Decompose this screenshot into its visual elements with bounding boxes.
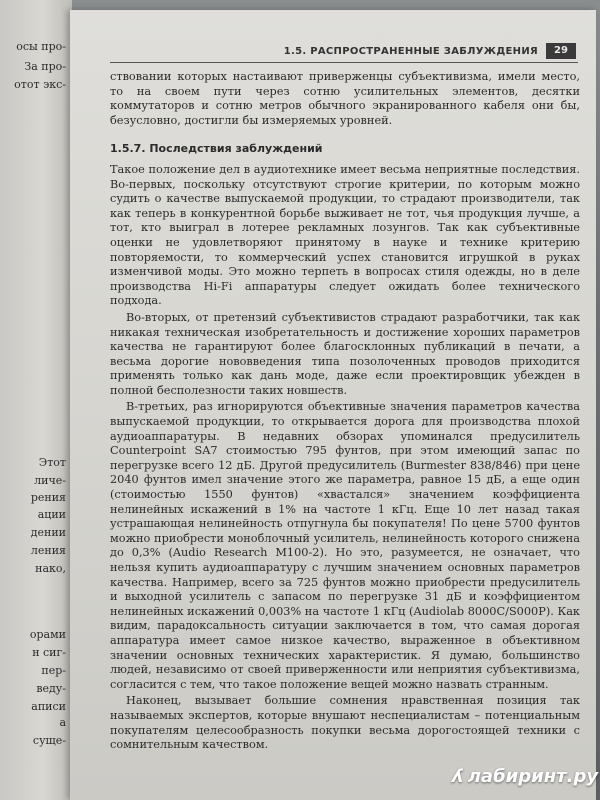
left-fragment: нако, bbox=[35, 562, 66, 575]
running-header-title: 1.5. РАСПРОСТРАНЕННЫЕ ЗАБЛУЖДЕНИЯ bbox=[283, 46, 538, 57]
running-header bbox=[110, 42, 578, 63]
paragraph: В-третьих, раз игнорируются объективные значения параметров качества выпускаемой продукции, то открывается дорога для производства плохой аудиоаппаратуры. В недавних обзорах упоминался предусилитель Counterpoint SA7 стоимостью 795 фунтов, при этом имеющий запас по перегрузке всего 12 дБ. Другой предусилитель (Burmester 838/846) при цене 2040 фунтов имел значение этого же параметра, равное 15 дБ, а еще один (стоимостью 1550 фунтов) «хвастался» значением коэффициента нелинейных искажений в 1% на частоте 1 кГц. Еще 10 лет назад такая устрашающая нелинейность отпугнула бы покупателя! По цене 5700 фунтов можно приобрести моноблочный усилитель, нелинейность которого снижена до 0,3% (Audio Research M100-2). Но это, разумеется, не означает, что нельзя купить аудиоаппаратуру с лучшим значением основных параметров качества. Например, всего за 725 фунтов можно приобрести предусилитель и выходной усилитель с запасом по перегрузке 31 дБ и коэффициентом нелинейных искажений 0,003% на частоте 1 кГц (Audiolab 8000C/S000P). Как видим, парадоксальность ситуации заключается в том, что самая дорогая аппаратура имеет самое низкое качество, выраженное в объективном значении основных технических характеристик. Я думаю, большинство людей, независимо от своей приверженности или неприятия субъективизма, согласится с тем, что такое положение вещей можно назвать странным. bbox=[110, 400, 580, 691]
left-fragment: рения bbox=[30, 491, 66, 504]
left-fragment: а bbox=[59, 716, 66, 729]
previous-page-edge bbox=[0, 0, 72, 800]
left-fragment: аписи bbox=[31, 700, 66, 713]
left-fragment: ления bbox=[30, 544, 66, 557]
left-fragment: дении bbox=[30, 526, 66, 539]
left-fragment: н сиг- bbox=[32, 646, 66, 659]
left-fragment: веду- bbox=[36, 682, 66, 695]
paragraph: Наконец, вызывает большие сомнения нравственная позиция так называемых экспертов, которые внушают неспециалистам – потенциальным покупателям целесообразность покупки весьма дорогостоящей техники с сомнительным качеством. bbox=[110, 694, 580, 752]
page-number: 29 bbox=[546, 43, 576, 59]
watermark bbox=[452, 764, 598, 788]
labirint-logo-icon: ʎ bbox=[452, 765, 464, 787]
left-fragment: орами bbox=[29, 628, 66, 641]
left-fragment: отот экс- bbox=[14, 78, 66, 91]
left-fragment: Этот bbox=[38, 456, 66, 469]
book-page bbox=[70, 10, 599, 800]
left-fragment: осы про- bbox=[16, 40, 66, 53]
watermark-text: лабиринт.ру bbox=[467, 765, 599, 787]
left-fragment: суще- bbox=[32, 734, 66, 747]
paragraph: Такое положение дел в аудиотехнике имеет весьма неприятные последствия. Во-первых, поскольку отсутствуют строгие критерии, по которым можно судить о качестве выпускаемой продукции, то страдают производители, так как теперь в конкурентной борьбе выживает не тот, чья продукция лучше, а тот, кто выиграл в лотерее рекламных лозунгов. Так как субъективные оценки не удовлетворяют принятому в науке и технике критерию повторяемости, то коммерческий успех становится игрушкой в руках изменчивой моды. Это можно терпеть в вопросах стиля одежды, но в деле производства Hi-Fi аппаратуры следует ожидать более технического подхода. bbox=[110, 162, 580, 308]
left-fragment: ации bbox=[37, 508, 66, 521]
section-heading: 1.5.7. Последствия заблуждений bbox=[110, 142, 323, 156]
intro-paragraph: ствовании которых настаивают приверженцы субъективизма, имели место, то на своем пути через сотню усилительных элементов, десятки коммутаторов и сотню метров обычного экранированного кабеля они бы, безусловно, достигли бы измеряемых уровней. bbox=[110, 70, 580, 127]
left-fragment: пер- bbox=[41, 664, 66, 677]
paragraph: Во-вторых, от претензий субъективистов страдают разработчики, так как никакая техническая изобретательность и достижение хороших параметров качества не гарантируют более благосклонных публикаций в печати, а весьма дорогие нововведения типа позолоченных проводов приходится применять только как дань моде, даже если проектировщик убежден в полной бесполезности таких новшеств. bbox=[110, 310, 580, 397]
left-fragment: За про- bbox=[24, 60, 66, 73]
left-fragment: личе- bbox=[34, 474, 66, 487]
page-body bbox=[110, 70, 580, 753]
